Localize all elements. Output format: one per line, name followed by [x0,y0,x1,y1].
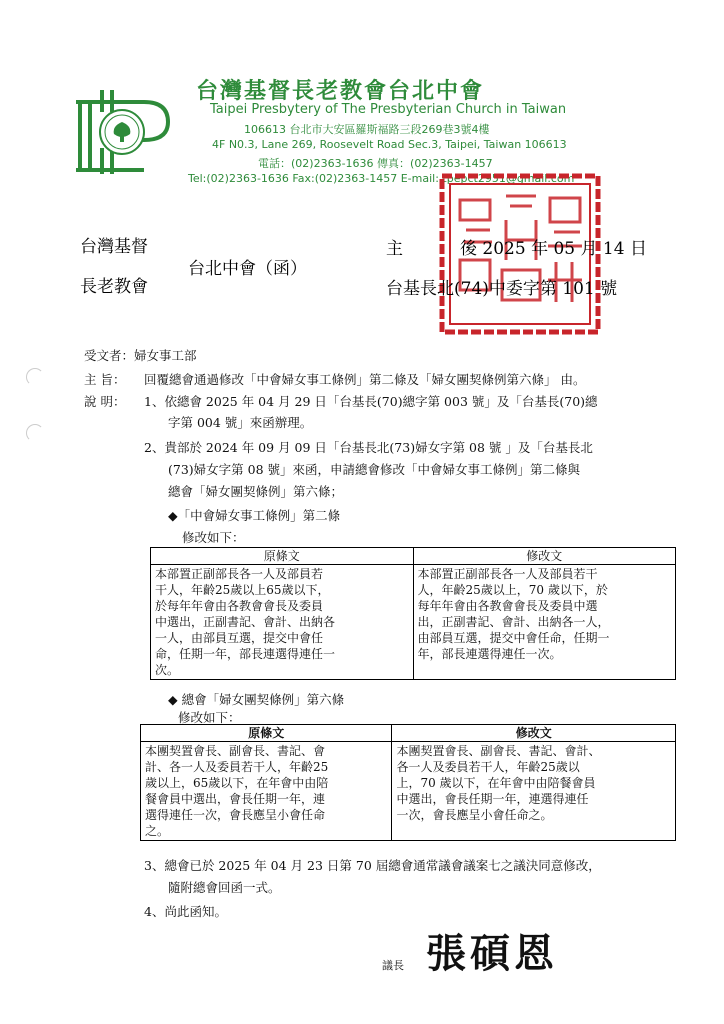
bullet-1-sub: 修改如下： [182,530,245,545]
bullet-2-sub: 修改如下： [178,710,241,725]
doc-date: 後 2025 年 05 月 14 日 [460,239,647,259]
subject-text: 回覆總會通過修改「中會婦女事工條例」第二條及「婦女團契條例第六條」 由。 [144,372,586,387]
table-2-header-original: 原條文 [141,725,392,742]
letterhead-name-cn: 台灣基督長老教會台北中會 [196,79,485,104]
punch-hole-mark [26,424,44,442]
subject-label: 主 旨： [84,372,126,387]
item-1-line-b: 字第 004 號」來函辦理。 [168,415,313,430]
revision-table-1 [150,547,676,680]
signature-label: 議長 [382,959,404,972]
item-3-line-b: 隨附總會回函一式。 [168,880,281,895]
item-2-line-b: (73)婦女字第 08 號」來函，申請總會修改「中會婦女事工條例」第二條與 [168,462,581,477]
item-2-line-a: 2、貴部於 2024 年 09 月 09 日「台基長北(73)婦女字第 08 號 」及「台基長北 [144,440,593,455]
label-main: 主 [386,239,403,259]
explain-label: 說 明： [84,394,126,409]
table-2-modified-text: 本團契置會長、副會長、書記、會計、 各一人及委員若干人，年齡25歲以 上，70 歲以下，在年會中由陪餐會員 中選出，會長任期一年，連選得連任 一次，會長應呈小會任命之。 [392,742,676,841]
item-4: 4、尚此函知。 [144,904,227,919]
doc-number: 台基長北(74)中委字第 101 號 [386,279,618,299]
table-2-original-text: 本團契置會長、副會長、書記、會 計、各一人及委員若干人，年齡25 歲以上，65歲以下，在年會中由陪 餐會員中選出，會長任期一年，連 選得連任一次，會長應呈小會任命 之。 [141,742,392,841]
presbytery-logo [72,82,172,178]
letterhead-address-en: 4F N0.3, Lane 269, Roosevelt Road Sec.3, Taipei, Taiwan 106613 [212,138,567,151]
org-line-2: 長老教會 [80,277,148,297]
item-3-line-a: 3、總會已於 2025 年 04 月 23 日第 70 屆總會通常議會議案七之議決同意修改， [144,858,601,873]
recipient: 受文者：婦女事工部 [84,348,197,363]
table-1-modified-text: 本部置正副部長各一人及部員若干 人，年齡25歲以上，70 歲以下，於 每年年會由各教會會長及委員中選 出，正副書記、會計、出納各一人， 由部員互選，提交中會任命，任期一 年，部長連選得連任一次。 [413,565,676,680]
letterhead-name-en: Taipei Presbytery of The Presbyterian Church in Taiwan [210,102,567,117]
table-1-header-original: 原條文 [151,548,414,565]
table-2-header-modified: 修改文 [392,725,676,742]
revision-table-2 [140,724,676,841]
table-1-original-text: 本部置正副部長各一人及部員若 干人，年齡25歲以上65歲以下， 於每年年會由各教會會長及委員 中選出，正副書記、會計、出納各 一人，由部員互選，提交中會任 命，任期一年，部長連選得連任一 次。 [151,565,414,680]
letterhead-address-cn: 106613 台北市大安區羅斯福路三段269巷3號4樓 [244,123,490,136]
item-1-line-a: 1、依總會 2025 年 04 月 29 日「台基長(70)總字第 003 號」及「台基長(70)總 [144,394,598,409]
letterhead-contact-en: Tel:(02)2363-1636 Fax:(02)2363-1457 E-mail: tpepct2951@gmail.com [188,172,575,185]
org-line-1: 台灣基督 [80,237,148,257]
punch-hole-mark [26,368,44,386]
table-1-header-modified: 修改文 [413,548,676,565]
org-unit: 台北中會（函） [188,259,307,279]
item-2-line-c: 總會「婦女團契條例」第六條； [168,484,344,499]
bullet-2: ◆ 總會「婦女團契條例」第六條 [168,692,345,707]
letterhead-phone-cn: 電話：(02)2363-1636 傳真：(02)2363-1457 [258,157,493,170]
bullet-1: ◆「中會婦女事工條例」第二條 [168,508,341,523]
signature-name: 張碩恩 [426,930,558,977]
